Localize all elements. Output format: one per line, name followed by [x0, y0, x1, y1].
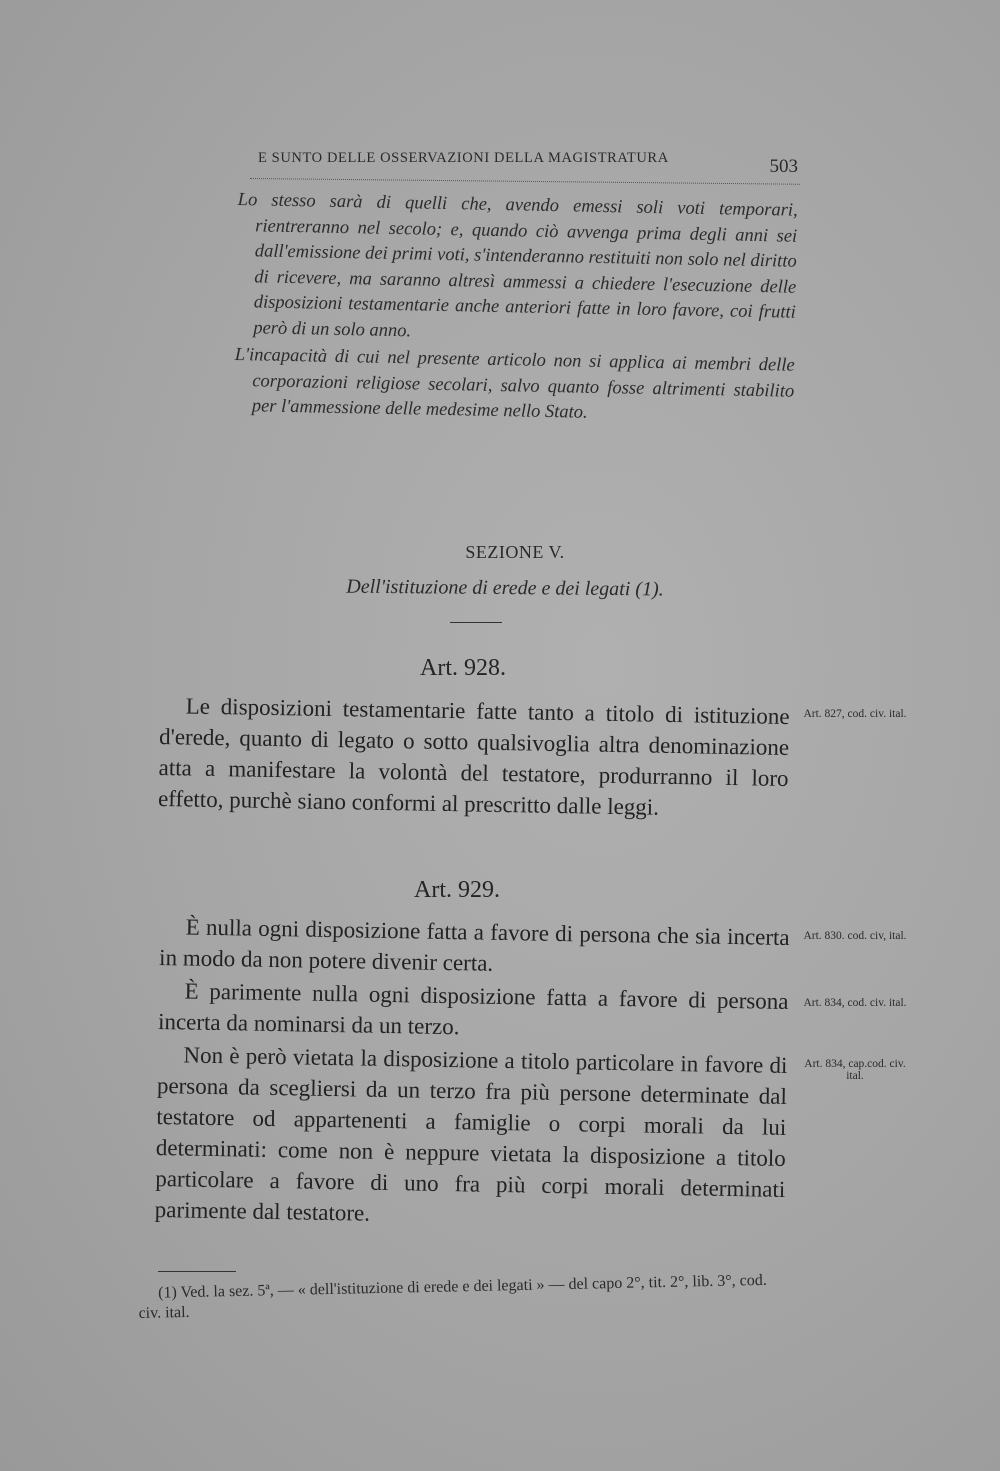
- article-paragraph: Non è però vietata la disposizione a titolo particolare in favore di persona da scegliersi da un terzo fra più persone determinate dal testatore od appartenenti a famiglie o corpi morali da lui determinati: come non è neppure vietata la disposizione a titolo particolare a favore di uno fra più corpi morali determinati parimente dal testatore.: [154, 1042, 788, 1226]
- running-title: E SUNTO DELLE OSSERVAZIONI DELLA MAGISTRATURA: [258, 150, 669, 166]
- article-paragraph: È parimente nulla ogni disposizione fatta a favore di persona incerta da nominarsi da un terzo.: [157, 978, 789, 1040]
- quote-paragraph: L'incapacità di cui nel presente articolo non si applica ai membri delle corporazioni religiose secolari, salvo quanto fosse altrimenti stabilito per l'ammessione delle medesime nello Stato.: [234, 344, 795, 423]
- quote-paragraph: Lo stesso sarà di quelli che, avendo emessi soli voti temporari, rientreranno nel secolo; e, quando ciò avvenga prima degli anni sei dall'emissione dei primi voti, s'intenderanno restituiti non solo nel diritto di ricevere, ma saranno altresì ammessi a chiedere l'esecuzione delle disposizioni testamentarie anche anteriori fatte in loro favore, coi frutti però di un solo anno.: [237, 189, 798, 341]
- article-paragraph: Le disposizioni testamentarie fatte tanto a titolo di istituzione d'erede, quanto di legato o sotto qualsivoglia altra denominazione atta a manifestare la volontà del testatore, produrranno il loro effetto, purchè siano conformi al prescritto dalle leggi.: [157, 693, 790, 820]
- article-heading: Art. 929.: [414, 877, 500, 903]
- header-rule: [250, 178, 800, 185]
- article-body: [155, 911, 790, 1236]
- article-paragraph: È nulla ogni disposizione fatta a favore di persona che sia incerta in modo da non potere divenir certa.: [158, 914, 790, 976]
- section-title: SEZIONE V.: [465, 542, 565, 562]
- article-body: [158, 690, 790, 825]
- quoted-text-block: [234, 188, 798, 430]
- article-heading: Art. 928.: [420, 655, 506, 681]
- margin-note: Art. 834, cap.cod. civ. ital.: [804, 1058, 906, 1082]
- margin-note: Art. 827, cod. civ. ital.: [803, 708, 907, 720]
- section-subtitle: Dell'istituzione di erede e dei legati (1).: [346, 575, 664, 601]
- page-number: 503: [769, 156, 798, 177]
- margin-note: Art. 834, cod. civ. ital.: [803, 997, 907, 1009]
- margin-note: Art. 830. cod. civ, ital.: [803, 930, 907, 942]
- footnote: [138, 1270, 789, 1324]
- section-rule: [450, 622, 502, 623]
- footnote-rule: [158, 1271, 236, 1272]
- footnote-text: (1) Ved. la sez. 5ª, — « dell'istituzione di erede e dei legati » — del capo 2°, tit. 2°, lib. 3°, cod. civ. ital.: [138, 1271, 767, 1322]
